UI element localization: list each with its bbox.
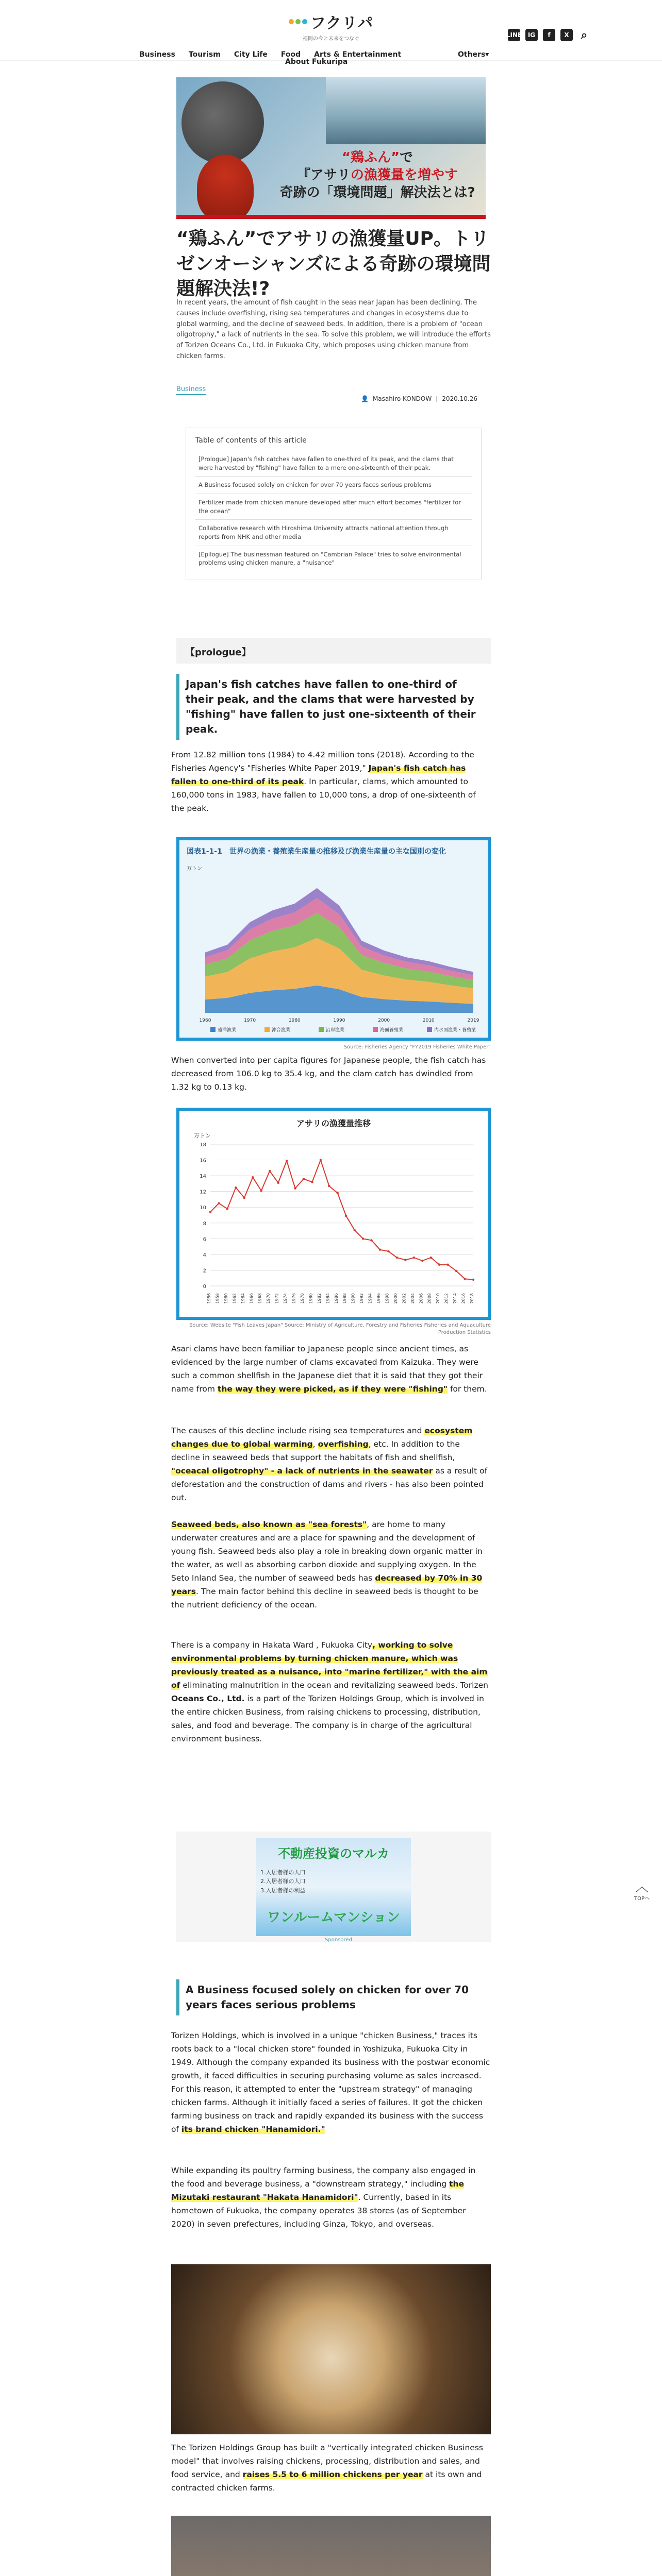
x-tick-label: 1980 [288,1018,301,1023]
x-tick-label: 1984 [325,1293,330,1304]
fisheries-area-chart [179,840,488,1038]
data-point [345,1215,347,1217]
site-header [0,0,662,66]
site-logo[interactable] [285,10,377,42]
paragraph [171,748,491,815]
y-tick-label: 16 [200,1158,206,1164]
paragraph: When converted into per capita figures for Japanese people, the fish catch has decreased from 106.0 kg to 35.4 kg, and the clam catch has dwindled from 1.32 kg to 0.13 kg. [171,1056,486,1092]
publish-date: 2020.10.26 [442,395,477,402]
figure-ylabel: 万トン [187,866,202,872]
x-tick-label: 1988 [342,1293,347,1304]
legend-swatch [373,1027,378,1032]
back-to-top-label: TOPへ [634,1896,650,1902]
legend-label: 遠洋漁業 [218,1028,237,1033]
figure-caption: Source: Fisheries Agency "FY2019 Fisheries White Paper" [343,1044,491,1050]
text: is a part of the Torizen Holdings Group, which is involved in the entire chicken Business, from raising chickens to processing, distribution, sales, and food and beverage. The company is in charge of the agricultural environment business. [171,1694,484,1744]
text: . In particular, clams, which amounted to 160,000 tons in 1983, have fallen to 10,000 tons, a drop of one-sixteenth of the peak. [171,777,476,814]
data-point [311,1181,313,1183]
x-tick-label: 2004 [410,1293,415,1304]
toc-item[interactable]: [Prologue] Japan's fish catches have fallen to one-third of its peak, and the clams that were harvested by "fishing" have fallen to a mere one-sixteenth of their peak. [195,451,472,477]
hero-line3: 奇跡の「環境問題」解決法とは? [279,184,475,200]
x-tick-label: 2010 [422,1018,435,1023]
y-tick-label: 12 [200,1189,206,1195]
hero-line2-mid: の漁獲量を増やす [351,167,458,183]
logo-text: フクリパ [310,14,374,32]
y-tick-label: 14 [200,1174,206,1180]
x-tick-label: 2000 [393,1293,398,1304]
x-tick-label: 1966 [249,1293,254,1304]
x-tick-label: 1990 [351,1293,356,1304]
x-tick-label: 1994 [368,1293,373,1304]
legend-swatch [264,1027,270,1032]
chart-series [209,1159,474,1281]
data-point [303,1178,305,1180]
hero-tidal-flat-image [326,77,486,144]
hero-line1-suffix: で [400,150,413,165]
x-tick-label: 1998 [385,1293,390,1304]
y-tick-label: 4 [203,1252,206,1258]
data-point [328,1185,330,1187]
chart-y-ticks [200,1142,206,1290]
text: . The main factor behind this decline in seaweed beds is thought to be the nutrient deficiency of the ocean. [171,1587,478,1610]
data-point [413,1257,415,1259]
nav-others[interactable]: Others▾ [458,50,489,59]
paragraph [171,1638,491,1745]
data-point [260,1190,262,1192]
text: From 12.82 million tons (1984) to 4.42 million tons (2018). According to the Fisheries Agency's "Fisheries White Paper 2019," [171,750,474,773]
data-point [235,1187,237,1189]
x-tick-label: 1986 [334,1293,339,1304]
data-point [337,1192,339,1194]
data-point [362,1238,364,1240]
hero-title [274,149,481,201]
y-tick-label: 18 [200,1142,206,1148]
data-point [370,1239,372,1241]
highlight: decreased by 70% in 30 years [171,1573,483,1597]
search-icon[interactable]: ⌕ [581,28,588,42]
highlight: "oceacal oligotrophy" - a lack of nutrients in the seawater [171,1466,433,1476]
data-point [404,1259,406,1261]
x-tick-label: 1976 [291,1293,296,1304]
text: , etc. In addition to the decline in seaweed beds that support the habitats of fish and shellfish, [171,1439,460,1463]
nav-arts[interactable]: Arts & Entertainment [314,50,402,59]
data-point [387,1250,389,1252]
series-line [210,1160,473,1280]
nav-about[interactable]: About Fukuripa [285,58,348,66]
data-point [464,1278,466,1280]
highlight: ecosystem changes due to global warming [171,1426,473,1449]
text: Asari clams have been familiar to Japanese people since ancient times, as evidenced by the large number of clams excavated from Kaizuka. They were such a common shellfish in the Japanese diet that it is said that they got their name from [171,1344,483,1394]
ad-list-item: 2.入居者様の人口 [260,1878,306,1885]
section-heading-2: A Business focused solely on chicken for over 70 years faces serious problems [176,1979,491,2015]
nav-business[interactable]: Business [139,50,175,59]
facebook-icon[interactable]: f [543,29,555,41]
ad-list [260,1868,333,1895]
y-tick-label: 10 [200,1205,206,1211]
logo-dots-icon [289,19,307,24]
x-tick-label: 1996 [376,1293,382,1304]
x-tick-label: 2019 [467,1018,479,1023]
category-link[interactable]: Business [176,385,206,395]
x-tick-label: 2018 [470,1293,474,1304]
hero-line2-prefix: 『アサリ [296,167,351,183]
instagram-icon[interactable]: IG [525,29,538,41]
data-point [277,1182,279,1184]
data-point [320,1159,322,1161]
x-tick-label: 1956 [207,1293,211,1304]
data-point [252,1176,254,1178]
nav-city-life[interactable]: City Life [234,50,268,59]
x-tick-label: 1972 [274,1293,279,1304]
nav-food[interactable]: Food [280,50,301,59]
logo-tagline: 福岡の今と未来をつなぐ [303,36,359,42]
text: Torizen Holdings, which is involved in a unique "chicken Business," traces its roots back to a "local chicken store" founded in Yoshizuka, Fukuoka City in 1949. Although the company expanded its business with the postwar economic growth, it faced difficulties in securing purchasing volume as sales increased. For this reason, it attempted to enter the "upstream strategy" of managing chicken farms. Although it initially faced a series of failures. It got the chicken farming business on track and rapidly expanded its business with the success of [171,2031,490,2134]
x-tick-label: 1964 [240,1293,245,1304]
highlight: , working to solve environmental problems by turning chicken manure, which was previously treated as a nuisance, into "marine fertilizer," with the aim of [171,1640,488,1690]
paragraph [171,2441,491,2495]
legend-swatch [210,1027,216,1032]
legend-label: 沿岸漁業 [326,1028,345,1033]
x-icon[interactable]: X [560,29,573,41]
company-name: Oceans Co., Ltd. [171,1694,245,1704]
paragraph [171,1342,491,1396]
data-point [226,1208,228,1210]
x-tick-label: 2000 [378,1018,390,1023]
clam-line-chart [179,1111,488,1317]
sponsored-label[interactable]: Sponsored [325,1937,352,1943]
ad-list-item: 1.入居者様の人口 [260,1869,306,1876]
x-tick-label: 1980 [308,1293,313,1304]
table-of-contents [186,428,482,580]
ad-top-text: 不動産投資のマルカ [278,1846,389,1861]
article-lead: In recent years, the amount of fish caught in the seas near Japan has been declining. The causes include overfishing, rising sea temperatures and changes in ecosystems due to global warming, and the decline of seaweed beds. In addition, there is a problem of "ocean oligotrophy," a lack of nutrients in the sea. To solve this problem, we will introduce the efforts of Torizen Oceans Co., Ltd. in Fukuoka City, which proposes using chicken manure from chicken farms. [176,299,491,360]
text: , [312,1439,316,1449]
highlight: Japan's fish catch has fallen to one-third of its peak [171,764,466,787]
data-point [353,1229,355,1231]
x-tick-label: 2008 [427,1293,432,1304]
hero-underline [176,215,486,219]
x-tick-label: 1978 [300,1293,305,1304]
hero-image [176,77,486,219]
data-point [455,1270,457,1272]
chart-ylabel: 万トン [194,1132,211,1139]
x-tick-label: 2016 [461,1293,466,1304]
hero-line1-prefix: “鶏ふん” [341,150,400,165]
x-tick-label: 1992 [359,1293,365,1304]
chevron-up-icon: ︿ [635,1879,649,1895]
text: at its own and contracted chicken farms. [171,2470,482,2493]
main-nav [139,50,401,59]
text: There is a company in Hakata Ward , Fukuoka City [171,1640,373,1650]
data-point [379,1249,381,1251]
highlight: its brand chicken "Hanamidori." [181,2125,325,2134]
figure-caption: Source: Website "Fish Leaves Japan" Source: Ministry of Agriculture, Forestry and Fisheries Fisheries and Aquaculture Production Statistics [189,1323,491,1335]
text: While expanding its poultry farming business, the company also engaged in the food and beverage business, a "downstream strategy," including [171,2166,476,2189]
highlight: raises 5.5 to 6 million chickens per year [242,2470,423,2480]
highlight: the way they were picked, as if they were "fishing" [217,1384,448,1394]
x-tick-label: 1970 [244,1018,256,1023]
clam-catch-chart [176,1108,491,1320]
figure-title: 図表1-1-1 世界の漁業・養殖業生産量の推移及び漁業生産量の主な国別の変化 [187,848,446,856]
text: The Torizen Holdings Group has built a "vertically integrated chicken Business model" that involves raising chickens, processing, distribution and sales, and food service, and [171,2443,483,2480]
data-point [396,1257,398,1259]
x-tick-label: 1958 [215,1293,220,1304]
data-point [209,1211,211,1213]
section-heading-1: Japan's fish catches have fallen to one-third of their peak, and the clams that were harvested by "fishing" have fallen to just one-sixteenth of their peak. [176,674,491,740]
article-meta [361,395,477,402]
line-icon[interactable]: LINE [508,29,520,41]
chart-x-ticks [207,1293,474,1303]
ad-list-item: 3.入居者様の利益 [260,1887,306,1894]
toc-title: Table of contents of this article [195,436,307,445]
x-tick-label: 2006 [419,1293,424,1304]
ad-banner[interactable] [176,1832,491,1942]
x-tick-label: 1960 [199,1018,211,1023]
y-tick-label: 0 [203,1284,206,1290]
x-tick-label: 2012 [444,1293,449,1304]
legend-swatch [427,1027,432,1032]
nav-tourism[interactable]: Tourism [188,50,221,59]
text: as a result of deforestation and the construction of dams and rivers - has also been pointed out. [171,1466,488,1503]
text: for them. [450,1384,487,1394]
y-tick-label: 8 [203,1221,206,1227]
x-tick-label: 2002 [402,1293,407,1304]
toc-item[interactable]: Fertilizer made from chicken manure developed after much effort becomes "fertilizer for the ocean" [195,494,472,520]
x-tick-label: 2014 [453,1293,458,1304]
highlight: overfishing [318,1439,369,1449]
fisheries-production-figure [176,837,491,1041]
data-point [472,1279,474,1281]
data-point [430,1257,432,1259]
data-point [243,1197,245,1199]
data-point [446,1264,449,1266]
data-point [286,1160,288,1162]
ad-bottom-text: ワンルームマンション [267,1909,400,1925]
prologue-label: 【prologue】 [176,638,491,664]
data-point [218,1202,220,1204]
text: eliminating malnutrition in the ocean and revitalizing seaweed beds. Torizen [183,1681,488,1690]
legend-label: 沖合漁業 [272,1028,291,1033]
toc-item[interactable]: A Business focused solely on chicken for over 70 years faces serious problems [195,477,472,494]
sns-links [508,29,590,41]
y-tick-label: 6 [203,1236,206,1243]
highlight: Seaweed beds, also known as "sea forests" [171,1520,367,1529]
back-to-top-button[interactable] [629,1880,655,1902]
paragraph [171,1518,491,1612]
mizutaki-hotpot-photo [171,2264,491,2434]
legend-swatch [319,1027,324,1032]
data-point [269,1170,271,1172]
x-tick-label: 2010 [436,1293,441,1304]
paragraph [171,1424,491,1504]
data-point [438,1264,440,1266]
chart-gridlines [210,1144,473,1286]
data-point [294,1187,296,1189]
toc-item[interactable]: Collaborative research with Hiroshima University attracts national attention through reports from NHK and other media [195,520,472,546]
text: , are home to many underwater creatures and are a place for spawning and the development of young fish. Seaweed beds also play a role in breaking down organic matter in the water, as well as absorbing carbon dioxide and supplying oxygen. In the Seto Inland Sea, the number of seaweed beds has [171,1520,483,1583]
author-icon: 👤 [361,395,369,402]
ad-image[interactable] [256,1838,411,1936]
x-tick-label: 1982 [317,1293,322,1304]
y-tick-label: 2 [203,1268,206,1274]
hero-chicken-image [197,155,254,219]
paragraph [171,2164,491,2231]
x-tick-label: 1974 [283,1293,288,1304]
x-tick-label: 1968 [257,1293,262,1304]
x-tick-label: 1970 [266,1293,271,1304]
paragraph [171,2029,491,2136]
highlight: the Mizutaki restaurant "Hakata Hanamidori" [171,2179,465,2202]
x-tick-label: 1960 [223,1293,228,1304]
x-tick-label: 1962 [232,1293,237,1304]
x-tick-label: 1990 [333,1018,345,1023]
meta-separator: | [436,395,438,402]
author-name[interactable]: Masahiro KONDOW [372,395,432,402]
chicken-farm-photo [171,2516,491,2576]
hero-clams-image [181,81,264,164]
chart-title: アサリの漁獲量推移 [296,1118,371,1128]
article-title: “鶏ふん”でアサリの漁獲量UP。トリゼンオーシャンズによる奇跡の環境問題解決法!? [176,228,491,300]
toc-item[interactable]: [Epilogue] The businessman featured on "Cambrian Palace" tries to solve environmental problems using chicken manure, a "nuisance" [198,550,461,567]
legend-label: 海面養殖業 [380,1028,404,1033]
text: The causes of this decline include rising sea temperatures and [171,1426,422,1435]
data-point [421,1260,423,1262]
text: . Currently, based in its hometown of Fukuoka, the company operates 38 stores (as of September 2020) in seven prefectures, including Ginza, Tokyo, and overseas. [171,2193,466,2229]
legend-label: 内水面漁業・養殖業 [434,1028,476,1033]
